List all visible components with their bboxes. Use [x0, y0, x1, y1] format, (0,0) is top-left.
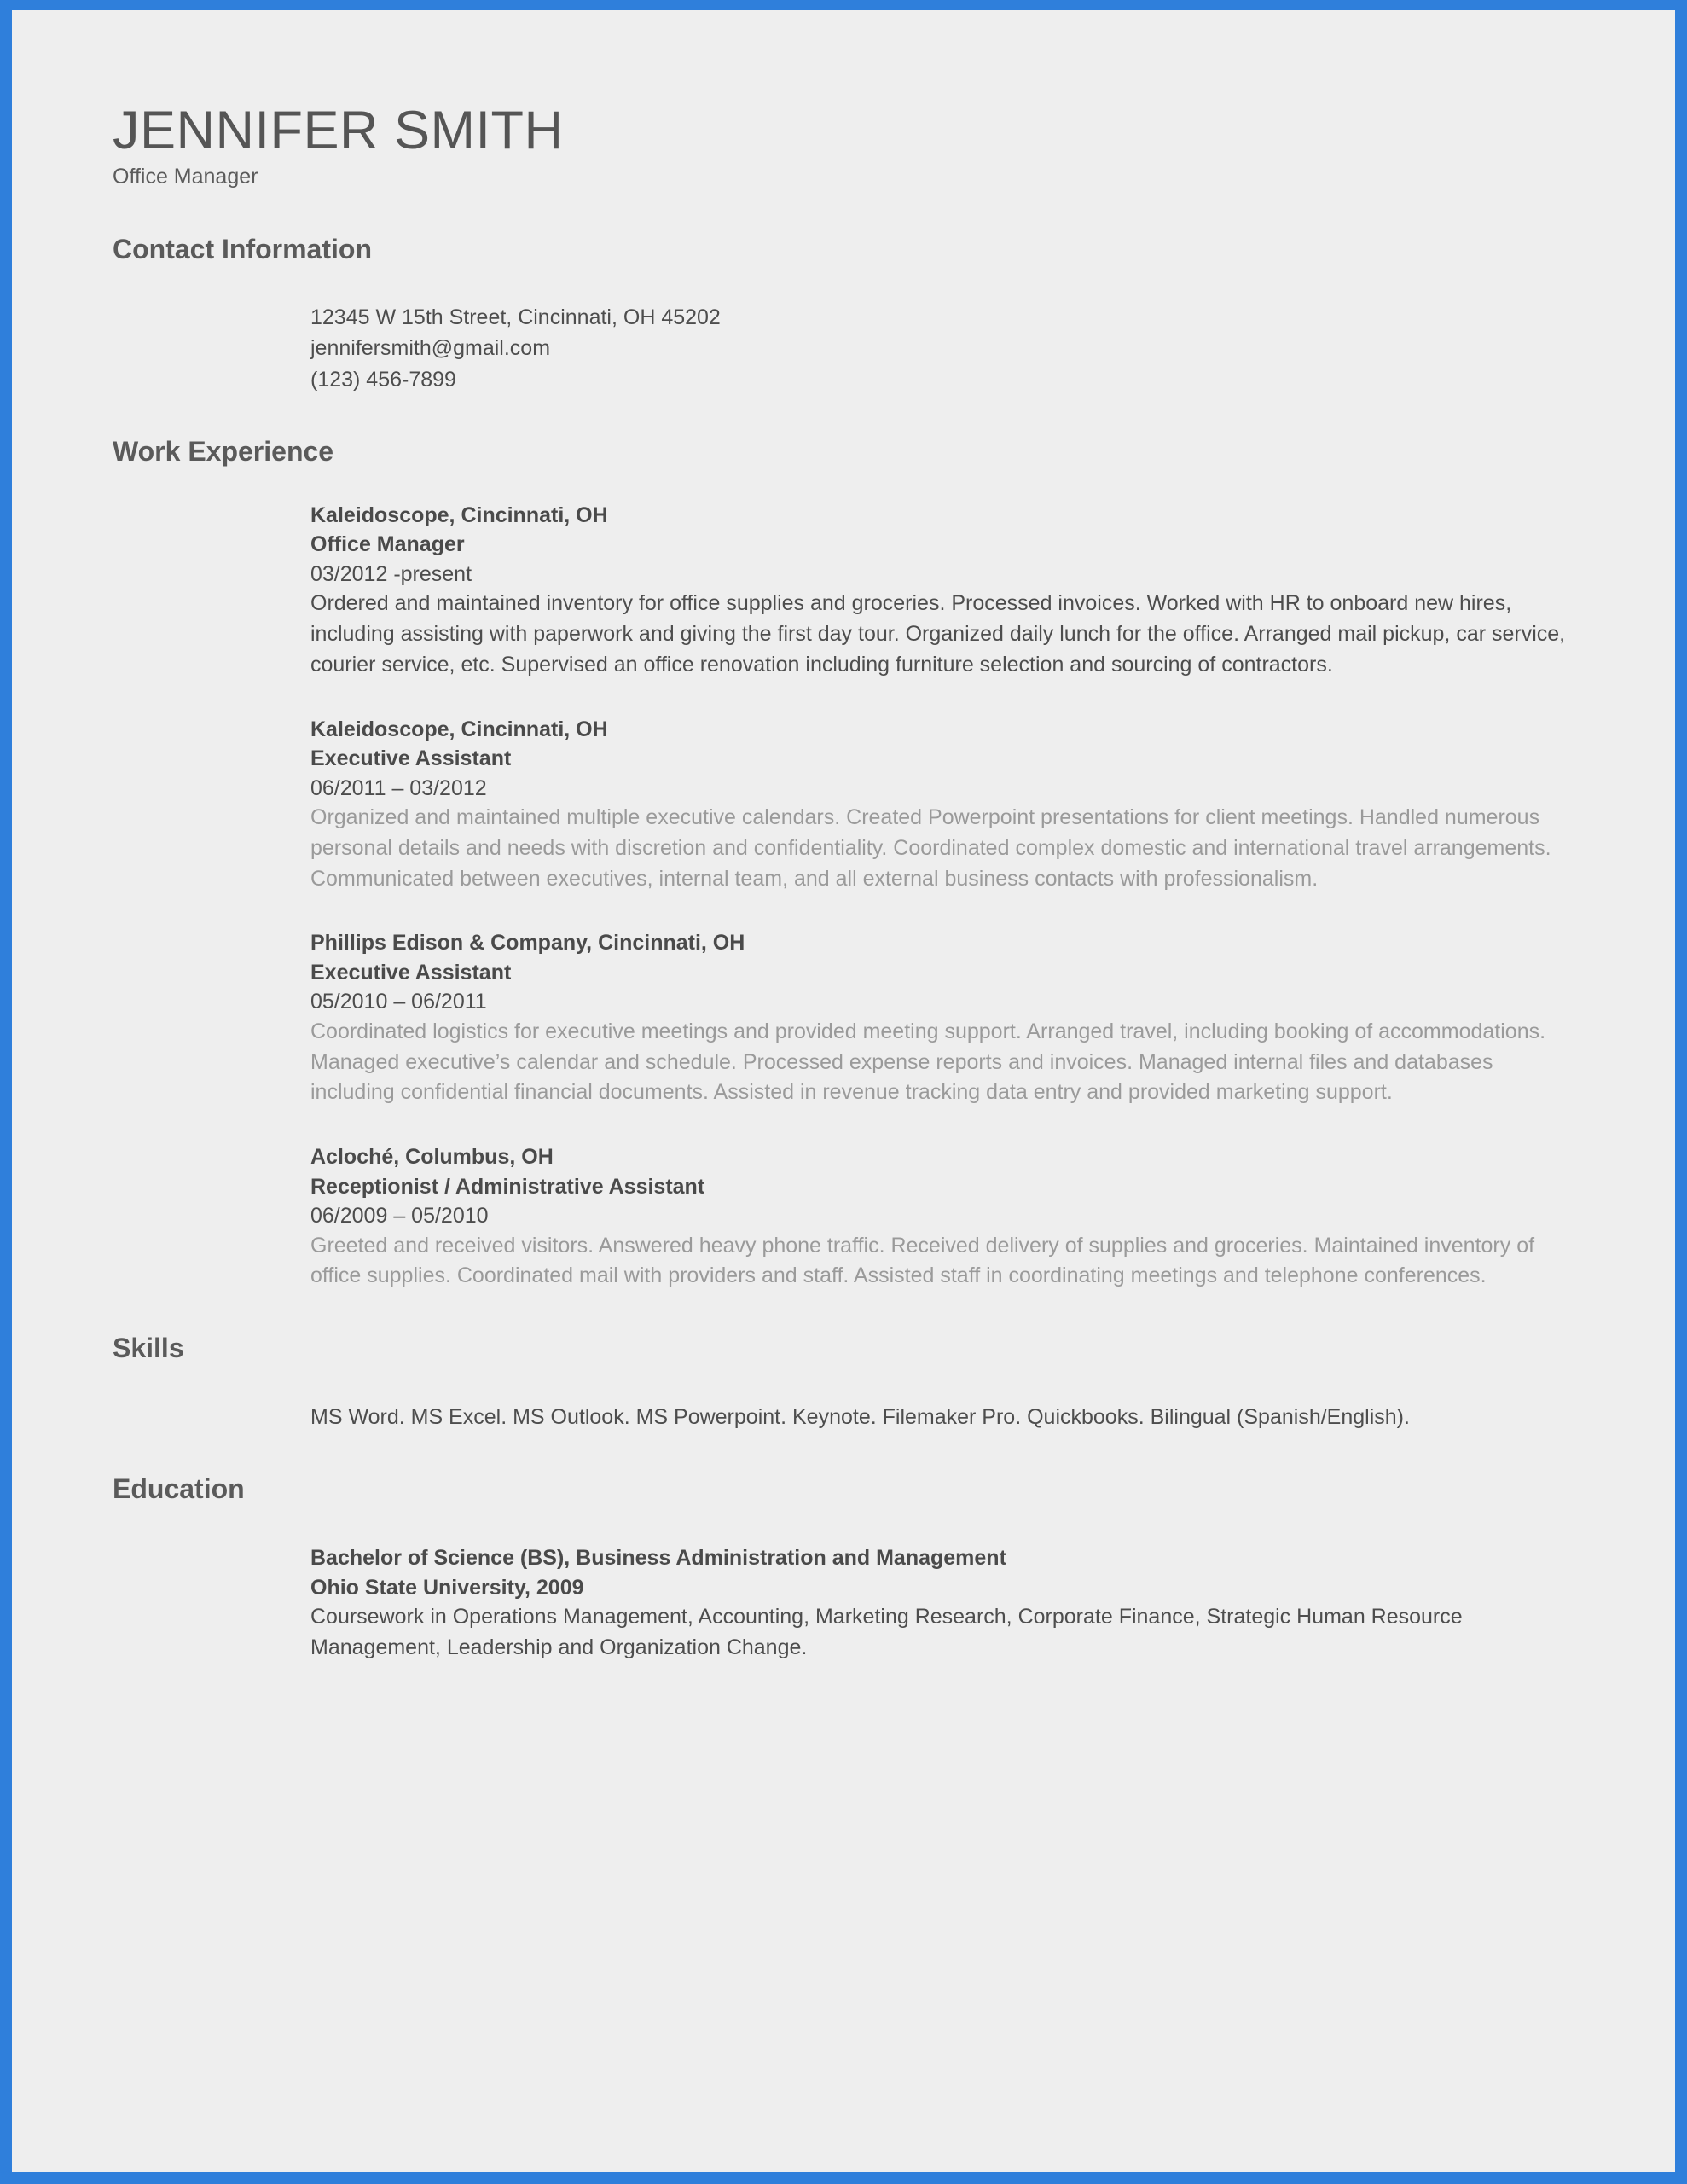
work-experience-list [310, 480, 1573, 1292]
contact-phone: (123) 456-7899 [310, 367, 456, 392]
section-heading-work-experience: Work Experience [113, 436, 334, 468]
education-content [310, 1518, 1573, 1664]
skills-content [310, 1377, 1573, 1433]
work-entry-role: Executive Assistant [310, 960, 512, 985]
work-entry-dates: 05/2010 – 06/2011 [310, 990, 487, 1014]
work-entry-company: Kaleidoscope, Cincinnati, OH [310, 502, 608, 527]
contact-details [310, 278, 1573, 396]
work-entry-company: Phillips Edison & Company, Cincinnati, OH [310, 931, 745, 956]
work-entry-dates: 06/2009 – 05/2010 [310, 1204, 489, 1228]
education-coursework: Coursework in Operations Management, Accounting, Marketing Research, Corporate Finance, Strategic Human Resource Management, Leadership and Organization Change. [310, 1605, 1463, 1659]
work-entry-description: Organized and maintained multiple executive calendars. Created Powerpoint presentations for client meetings. Handled numerous personal details and needs with discretion and confidentiality. Coordinated complex domestic and international travel arrangements. Communicated between executives, internal team, and all external business contacts with professionalism. [310, 805, 1551, 891]
work-entry-role: Receptionist / Administrative Assistant [310, 1174, 705, 1199]
work-entry-role: Executive Assistant [310, 746, 512, 771]
work-entry [310, 928, 1573, 1108]
work-entry [310, 501, 1573, 681]
work-entry-role: Office Manager [310, 532, 465, 557]
work-entry-dates: 06/2011 – 03/2012 [310, 775, 487, 800]
work-entry-company: Kaleidoscope, Cincinnati, OH [310, 717, 608, 741]
section-education [113, 1472, 1573, 1663]
section-skills [113, 1331, 1573, 1432]
work-entry-description: Greeted and received visitors. Answered heavy phone traffic. Received delivery of supplies and groceries. Maintained inventory of office supplies. Coordinated mail with providers and staff. Assisted staff in coordinating meetings and telephone conferences. [310, 1233, 1535, 1288]
education-school: Ohio State University, 2009 [310, 1575, 584, 1600]
section-heading-education: Education [113, 1473, 245, 1505]
section-work-experience [113, 434, 1573, 1292]
work-entry-dates: 03/2012 -present [310, 561, 472, 586]
work-entry-description: Coordinated logistics for executive meetings and provided meeting support. Arranged travel, including booking of accommodations. Managed executive’s calendar and schedule. Processed expense reports and invoices. Managed internal files and databases including confidential financial documents. Assisted in revenue tracking data entry and provided marketing support. [310, 1019, 1546, 1105]
work-entry-description: Ordered and maintained inventory for office supplies and groceries. Processed invoices. Worked with HR to onboard new hires, including assisting with paperwork and giving the first day tour. Organized daily lunch for the office. Arranged mail pickup, car service, courier service, etc. Supervised an office renovation including furniture selection and sourcing of contractors. [310, 591, 1566, 677]
work-entry [310, 1142, 1573, 1292]
work-entry-company: Acloché, Columbus, OH [310, 1145, 554, 1170]
resume-page [12, 10, 1675, 2172]
contact-email: jennifersmith@gmail.com [310, 336, 551, 361]
candidate-job-title: Office Manager [113, 165, 258, 189]
candidate-name: JENNIFER SMITH [113, 101, 564, 160]
education-degree: Bachelor of Science (BS), Business Administration and Management [310, 1546, 1006, 1571]
section-heading-contact: Contact Information [113, 234, 372, 265]
contact-address: 12345 W 15th Street, Cincinnati, OH 45202 [310, 305, 721, 329]
section-contact-information [113, 232, 1573, 395]
section-heading-skills: Skills [113, 1333, 184, 1364]
skills-text: MS Word. MS Excel. MS Outlook. MS Powerpoint. Keynote. Filemaker Pro. Quickbooks. Bilingual (Spanish/English). [310, 1404, 1410, 1429]
work-entry [310, 715, 1573, 895]
